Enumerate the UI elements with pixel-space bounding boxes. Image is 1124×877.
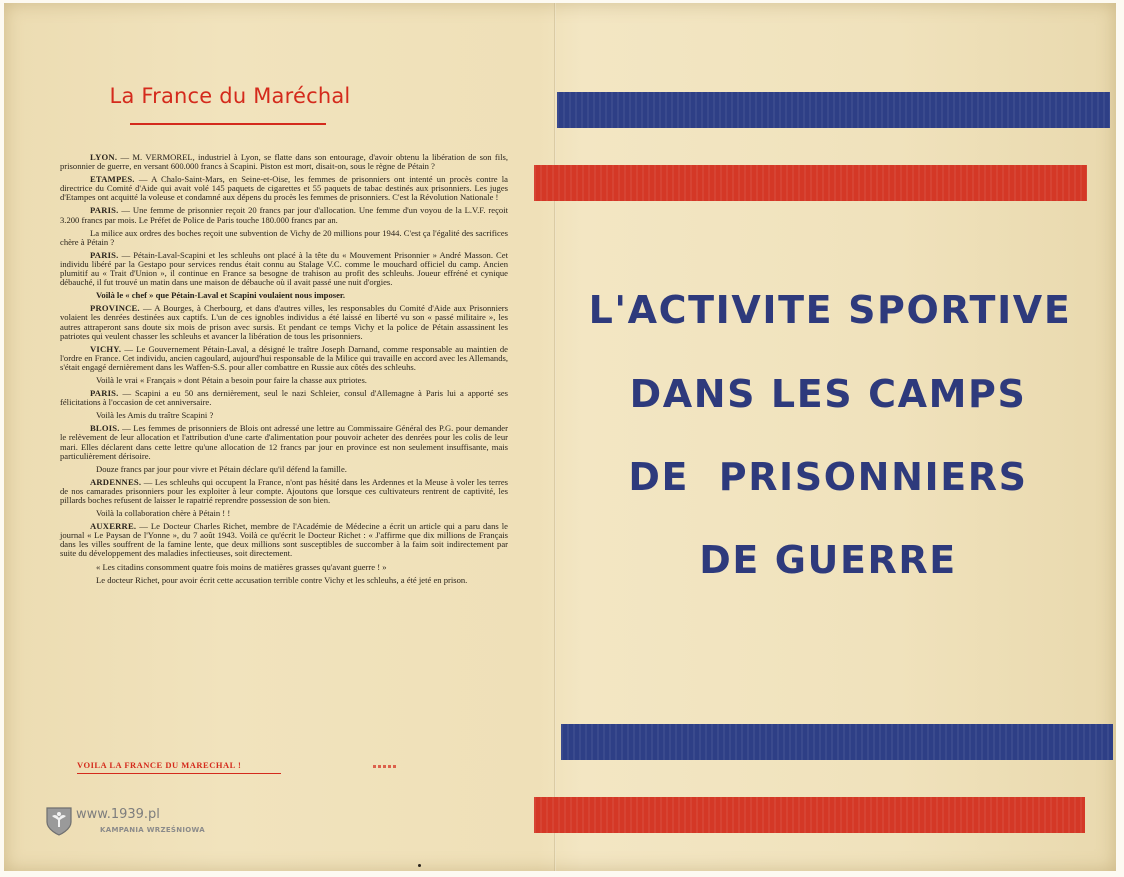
article-paragraph	[60, 153, 508, 171]
article-text: La milice aux ordres des boches reçoit une subvention de Vichy de 20 millions pour 1944. C'est ça l'égalité des sacrifices chère à Pétain ?	[60, 227, 508, 247]
cover-title-line-1: L'ACTIVITE SPORTIVE	[588, 288, 1072, 332]
cover-title-line-3: DE PRISONNIERS	[628, 455, 1028, 499]
article-comment: Le docteur Richet, pour avoir écrit cette accusation terrible contre Vichy et les schleuhs, a été jeté en prison.	[96, 574, 468, 585]
article-paragraph	[60, 478, 508, 505]
left-page-title: La France du Maréchal	[109, 84, 351, 108]
article-text: — M. VERMOREL, industriel à Lyon, se flatte dans son entourage, d'avoir obtenu la libération de son fils, prisonnier de guerre, en versant 600.000 francs à Scapini. Piston est mort, disait-on, sous le règne de Pétain ?	[60, 152, 508, 172]
left-page	[60, 80, 510, 780]
article-location: PARIS.	[90, 249, 119, 260]
footer-underline	[77, 773, 281, 774]
watermark	[44, 805, 214, 841]
article-location: ARDENNES.	[90, 476, 142, 487]
article-text: — Les schleuhs qui occupent la France, n'ont pas hésité dans les Ardennes et la Meuse à voler les terres de nos camarades prisonniers pour les exploiter à leur compte. Ajoutons que lorsque ces cultivateurs rentrent de captivité, les pillards boches refusent de laisser le rapatrié reprendre possession de son bien.	[60, 476, 508, 505]
bottom-blue-stripe	[561, 724, 1113, 760]
article-paragraph	[60, 522, 508, 558]
article-paragraph	[60, 389, 508, 407]
article-paragraph	[60, 229, 508, 247]
eagle-shield-icon	[44, 805, 74, 837]
article-paragraph	[60, 175, 508, 202]
news-articles	[60, 153, 508, 589]
cover-title-line-4: DE GUERRE	[699, 538, 957, 582]
bottom-red-stripe	[534, 797, 1085, 833]
article-text: — Le Docteur Charles Richet, membre de l'Académie de Médecine a écrit un article qui a paru dans le journal « Le Paysan de l'Yonne », du 7 août 1943. Voilà ce qu'écrit le Docteur Richet : « J'affirme que dix millions de Français dans les villes souffrent de la famine lente, que deux millions sont susceptibles de succomber à la faim soit indirectement par suite du développement des maladies infectieuses, soit directement.	[60, 521, 508, 559]
article-location: BLOIS.	[90, 423, 120, 434]
article-paragraph	[60, 424, 508, 460]
article-location: PROVINCE.	[90, 303, 140, 314]
article-comment: Voilà la collaboration chère à Pétain ! !	[96, 508, 231, 519]
article-text: — Une femme de prisonnier reçoit 20 francs par jour d'allocation. Une femme d'un voyou de la L.V.F. reçoit 3.200 francs par mois. Le Préfet de Police de Paris touche 180.000 francs par an.	[60, 205, 508, 225]
article-text: — Scapini a eu 50 ans dernièrement, seul le nazi Schleier, consul d'Allemagne à Paris lui a apporté ses félicitations à l'occasion de cet anniversaire.	[60, 388, 508, 408]
article-comment: Voilà le vrai « Français » dont Pétain a besoin pour faire la chasse aux ptriotes.	[96, 374, 367, 385]
red-scribble-mark	[373, 765, 397, 768]
top-red-stripe	[534, 165, 1087, 201]
article-text: — A Bourges, à Cherbourg, et dans d'autres villes, les responsables du Comité d'Aide aux Prisonniers volaient les denrées destinées aux captifs. L'un de ces ignobles individus a été laissé en liberté vu son « passé militaire », les autres attraperont sans doute six mois de prison avec sursis. Et pendant ce temps Vichy et la police de Pétain assassinent les patriotes qui veulent chasser les schleuhs et avancer la libération de tous les prisonniers.	[60, 303, 508, 341]
article-text: — Les femmes de prisonniers de Blois ont adressé une lettre au Commissaire Général des P.G. pour demander le relèvement de leur allocation et l'attribution d'une carte d'alimentation pour pouvoir acheter des denrées pour les colis de leur mari. Elles déclarent dans cette lettre qu'une allocation de 12 francs par jour en province est non seulement insuffisante, mais particulièrement dérisoire.	[60, 423, 508, 461]
article-text: — Pétain-Laval-Scapini et les schleuhs ont placé à la tête du « Mouvement Prisonnier » André Masson. Cet individu libéré par la Gestapo pour services rendus était connu au Stalage V.C. comme le mouchard officiel du camp. Ancien plumitif au « Trait d'Union », il continue en France sa besogne de trahison au profit des schleuhs. Joueur effréné et cynique débauché, il fut trouvé un matin dans une maison de débauche où il avait passé une nuit d'orgies.	[60, 249, 508, 288]
article-comment: « Les citadins consomment quatre fois moins de matières grasses qu'avant guerre ! »	[96, 561, 387, 572]
article-location: PARIS.	[90, 205, 119, 216]
article-location: ETAMPES.	[90, 174, 135, 185]
center-fold	[554, 3, 556, 871]
article-text: — Le Gouvernement Pétain-Laval, a désigné le traître Joseph Darnand, comme responsable au maintien de l'ordre en France. Cet individu, ancien cagoulard, aujourd'hui responsable de la Milice qui travaille en accord avec les Allemands, s'était engagé dernièrement dans les Waffen-S.S. pour aller combattre en Russie aux côtés des schleuhs.	[60, 343, 508, 372]
title-underline	[130, 123, 326, 125]
article-comment: Voilà le « chef » que Pétain-Laval et Scapini voulaient nous imposer.	[96, 290, 346, 301]
article-location: PARIS.	[90, 388, 119, 399]
watermark-subtitle: KAMPANIA WRZEŚNIOWA	[100, 826, 205, 834]
article-paragraph	[60, 345, 508, 372]
cover-title-line-2: DANS LES CAMPS	[629, 372, 1027, 416]
ink-speck	[418, 864, 421, 867]
article-paragraph	[60, 251, 508, 287]
article-location: VICHY.	[90, 343, 122, 354]
article-paragraph	[60, 304, 508, 340]
article-location: AUXERRE.	[90, 521, 137, 532]
article-location: LYON.	[90, 152, 118, 162]
article-paragraph	[60, 206, 508, 224]
watermark-url: www.1939.pl	[76, 807, 160, 822]
top-blue-stripe	[557, 92, 1110, 128]
left-page-footer: VOILA LA FRANCE DU MARECHAL !	[77, 760, 242, 770]
article-text: — A Chalo-Saint-Mars, en Seine-et-Oise, les femmes de prisonniers ont intenté un procès contre la directrice du Comité d'Aide qui avait volé 145 paquets de cigarettes et 55 paquets de tabac destinés aux prisonniers. Les juges d'Etampes ont acquitté la voleuse et condamné aux dépens du procès les femmes de prisonniers. C'est la Révolution Nationale !	[60, 174, 508, 203]
article-comment: Douze francs par jour pour vivre et Pétain déclare qu'il défend la famille.	[96, 463, 347, 474]
article-comment: Voilà les Amis du traître Scapini ?	[96, 410, 214, 421]
